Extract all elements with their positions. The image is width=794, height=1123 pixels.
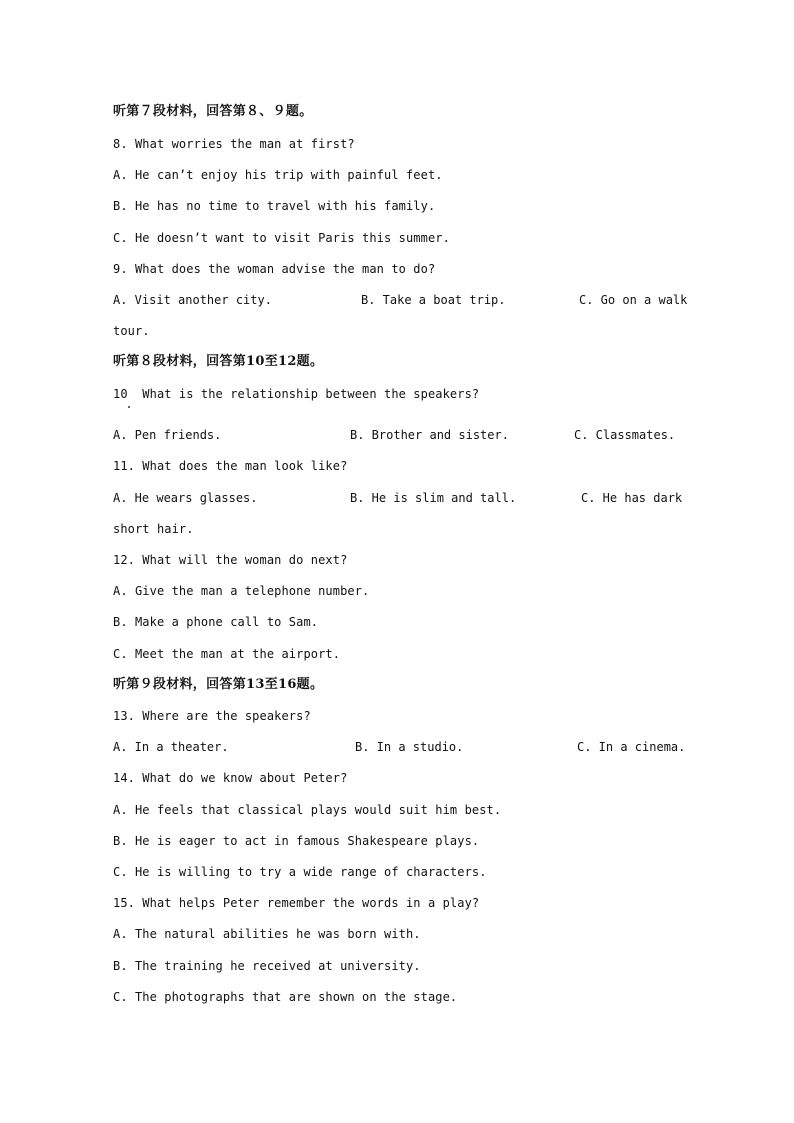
question-10-option-a: A. Pen friends.	[113, 428, 222, 442]
question-8-option-a: A. He can’t enjoy his trip with painful feet.	[113, 168, 443, 182]
stray-dot	[128, 406, 130, 408]
question-12-option-b: B. Make a phone call to Sam.	[113, 615, 319, 629]
question-14-option-b: B. He is eager to act in famous Shakespeare plays.	[113, 834, 480, 848]
question-9-option-b: B. Take a boat trip.	[361, 293, 506, 307]
question-8-option-b: B. He has no time to travel with his family.	[113, 199, 436, 213]
question-12-option-c: C. Meet the man at the airport.	[113, 647, 341, 661]
question-13-option-c: C. In a cinema.	[577, 740, 686, 754]
question-13: 13. Where are the speakers?	[113, 709, 311, 723]
section-7-heading: 听第７段材料，回答第８、９题。	[113, 104, 313, 119]
question-10-option-b: B. Brother and sister.	[350, 428, 509, 442]
question-12: 12. What will the woman do next?	[113, 553, 348, 567]
question-13-option-a: A. In a theater.	[113, 740, 229, 754]
question-11: 11. What does the man look like?	[113, 459, 348, 473]
question-15-option-c: C. The photographs that are shown on the stage.	[113, 990, 458, 1004]
question-11-option-c-continued: short hair.	[113, 522, 194, 536]
question-9: 9. What does the woman advise the man to do?	[113, 262, 436, 276]
question-8-option-c: C. He doesn’t want to visit Paris this summer.	[113, 231, 450, 245]
question-11-option-c: C. He has dark	[581, 491, 683, 505]
question-15-option-a: A. The natural abilities he was born with.	[113, 927, 421, 941]
question-11-option-a: A. He wears glasses.	[113, 491, 258, 505]
question-15: 15. What helps Peter remember the words in a play?	[113, 896, 480, 910]
question-15-option-b: B. The training he received at university.	[113, 959, 421, 973]
question-10: 10 What is the relationship between the speakers?	[113, 387, 480, 401]
question-14: 14. What do we know about Peter?	[113, 771, 348, 785]
question-9-option-a: A. Visit another city.	[113, 293, 272, 307]
section-8-heading: 听第８段材料，回答第10至12题。	[113, 354, 324, 369]
question-11-option-b: B. He is slim and tall.	[350, 491, 517, 505]
question-9-option-c: C. Go on a walk	[579, 293, 688, 307]
question-14-option-a: A. He feels that classical plays would suit him best.	[113, 803, 502, 817]
question-14-option-c: C. He is willing to try a wide range of characters.	[113, 865, 487, 879]
question-9-option-c-continued: tour.	[113, 324, 150, 338]
question-13-option-b: B. In a studio.	[355, 740, 464, 754]
question-12-option-a: A. Give the man a telephone number.	[113, 584, 370, 598]
question-8: 8. What worries the man at first?	[113, 137, 355, 151]
section-9-heading: 听第９段材料，回答第13至16题。	[113, 677, 324, 692]
question-10-option-c: C. Classmates.	[574, 428, 676, 442]
